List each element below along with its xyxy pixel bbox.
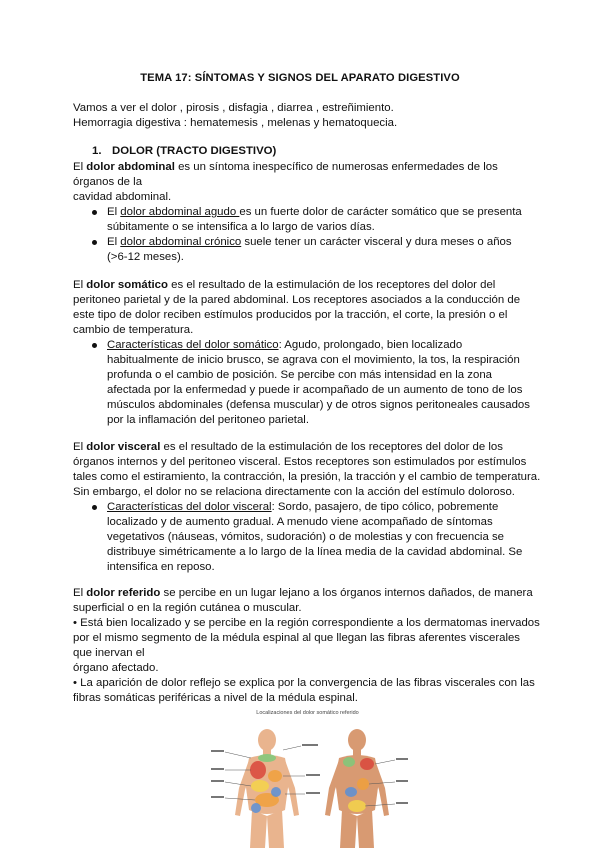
text-run: El: [107, 236, 121, 248]
bullet-line: (>6-12 meses).: [107, 251, 184, 263]
text-run: se percibe en un lugar lejano a los órganos internos dañados, de manera: [160, 587, 533, 599]
bullet-line: distribuye simétricamente a lo largo de la línea media de la cavidad abdominal. Se: [107, 546, 523, 558]
term-caracteristicas-visceral: Características del dolor visceral: [107, 501, 272, 513]
list-item: [92, 500, 532, 575]
paragraph-line: que inervan el: [73, 647, 145, 659]
text-run: es el resultado de la estimulación de los receptores del dolor del: [167, 279, 496, 291]
paragraph-line: tales como el estiramiento, la contracción, la presión, la tracción y el cambio de temperatura.: [73, 471, 541, 483]
text-run: es un síntoma inespecífico de numerosas enfermedades de los: [174, 161, 498, 173]
text-run: El: [73, 279, 87, 291]
term-dolor-referido: dolor referido: [86, 587, 161, 599]
bullet-list-visceral: [92, 500, 532, 575]
text-run: : Agudo, prolongado, bien localizado: [278, 339, 463, 351]
back-body-illustration: [325, 729, 389, 848]
paragraph-line: por el mismo segmento de la médula espinal al que llegan las fibras aferentes viscerales: [73, 632, 521, 644]
bullet-dot-icon: [92, 240, 97, 245]
bullet-list-abdominal: [92, 205, 532, 265]
bullet-line: afectada por la enfermedad y puede ir acompañado de un aumento de tono de los: [107, 384, 523, 396]
front-body-illustration: [235, 729, 299, 848]
bullet-line: súbitamente o se intensifica a lo largo de varios días.: [107, 221, 375, 233]
referred-pain-figure: [205, 710, 410, 848]
text-run: El: [73, 161, 87, 173]
paragraph-line: órganos de la: [73, 176, 143, 188]
term-dolor-agudo: dolor abdominal agudo: [120, 206, 240, 218]
document-title: TEMA 17: SÍNTOMAS Y SIGNOS DEL APARATO DIGESTIVO: [140, 72, 460, 84]
section-heading-dolor: [92, 144, 276, 159]
text-run: suele tener un carácter visceral y dura meses o años: [241, 236, 512, 248]
paragraph-line: Sin embargo, el dolor no se relaciona directamente con la acción del estímulo doloroso.: [73, 486, 515, 498]
text-run: El: [107, 206, 121, 218]
paragraph-line: cavidad abdominal.: [73, 191, 172, 203]
bullet-list-somatico: [92, 338, 532, 428]
body-diagram: [205, 710, 410, 848]
term-dolor-abdominal: dolor abdominal: [86, 161, 175, 173]
text-run: es el resultado de la estimulación de los receptores del dolor de los: [160, 441, 503, 453]
term-dolor-somatico: dolor somático: [86, 279, 168, 291]
list-item: [92, 205, 532, 235]
list-item: [92, 235, 532, 265]
paragraph-line: peritoneo parietal y de la pared abdominal. Los receptores asociados a la conducción de: [73, 294, 521, 306]
paragraph-line: • Está bien localizado y se percibe en la región correspondiente a los dermatomas inervados: [73, 617, 540, 629]
bullet-dot-icon: [92, 505, 97, 510]
paragraph-dolor-visceral: [73, 440, 541, 500]
paragraph-line: cambio de temperatura.: [73, 324, 194, 336]
bullet-dot-icon: [92, 343, 97, 348]
term-dolor-visceral: dolor visceral: [86, 441, 161, 453]
paragraph-line: fibras somáticas periféricas a nivel de la médula espinal.: [73, 692, 358, 704]
figure-caption: Localizaciones del dolor somático referido: [256, 710, 359, 716]
paragraph-line: superficial o en la región cutánea o muscular.: [73, 602, 302, 614]
bullet-line: habitualmente de inicio brusco, se agrava con el movimiento, la tos, la respiración: [107, 354, 520, 366]
paragraph-line: órganos internos y del peritoneo visceral. Estos receptores son estimulados por estímulos: [73, 456, 527, 468]
bullet-dot-icon: [92, 210, 97, 215]
paragraph-line: este tipo de dolor reciben estímulos producidos por la tracción, el corte, la presión o el: [73, 309, 508, 321]
text-run: es un fuerte dolor de carácter somático que se presenta: [239, 206, 522, 218]
paragraph-dolor-somatico: [73, 278, 535, 338]
section-label: DOLOR (TRACTO DIGESTIVO): [112, 145, 277, 157]
paragraph-line: órgano afectado.: [73, 662, 159, 674]
paragraph-line: • La aparición de dolor reflejo se explica por la convergencia de las fibras viscerales con las: [73, 677, 535, 689]
term-dolor-cronico: dolor abdominal crónico: [120, 236, 242, 248]
term-caracteristicas-somatico: Características del dolor somático: [107, 339, 279, 351]
bullet-line: por la inflamación del peritoneo parietal.: [107, 414, 309, 426]
bullet-line: vegetativos (náuseas, vómitos, sudoración) o de molestias y con frecuencia se: [107, 531, 504, 543]
text-run: : Sordo, pasajero, de tipo cólico, pobremente: [271, 501, 499, 513]
intro-block: [73, 101, 543, 131]
intro-line: Hemorragia digestiva : hematemesis , melenas y hematoquecia.: [73, 117, 398, 129]
bullet-line: localizado y de aumento gradual. A menudo viene acompañado de síntomas: [107, 516, 493, 528]
text-run: El: [73, 441, 87, 453]
intro-line: Vamos a ver el dolor , pirosis , disfagia , diarrea , estreñimiento.: [73, 102, 394, 114]
bullet-line: intensifica en reposo.: [107, 561, 215, 573]
bullet-line: músculos abdominales (defensa muscular) y de otros signos peritoneales causados: [107, 399, 530, 411]
bullet-line: profunda o el cambio de posición. Se percibe con más intensidad en la zona: [107, 369, 492, 381]
text-run: El: [73, 587, 87, 599]
section-number: 1.: [92, 145, 102, 157]
paragraph-dolor-abdominal: [73, 160, 535, 205]
paragraph-dolor-referido: [73, 586, 540, 706]
list-item: [92, 338, 532, 428]
